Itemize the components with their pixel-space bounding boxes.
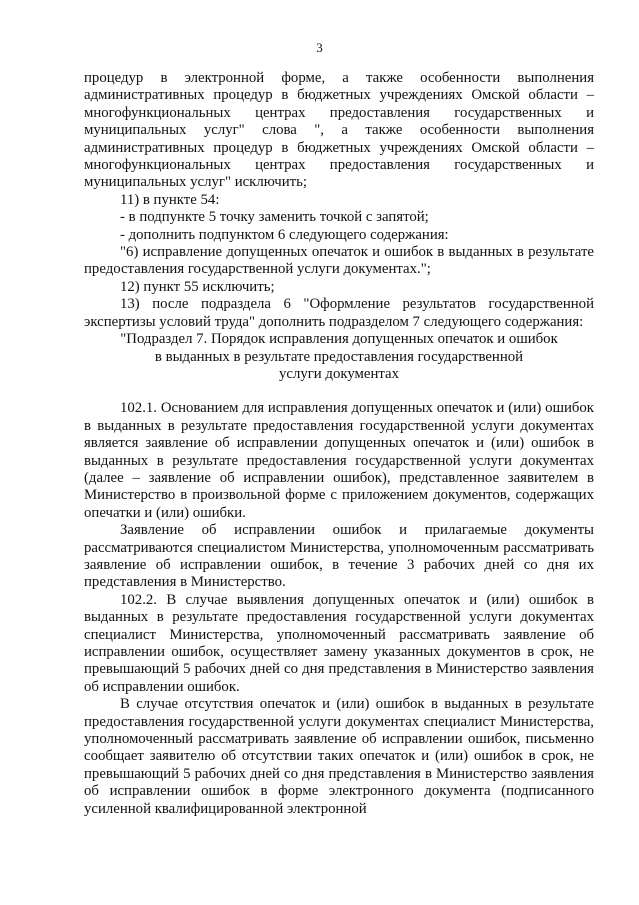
subsection-heading: [84, 331, 594, 383]
page-number: 3: [316, 40, 323, 55]
paragraph: 102.1. Основанием для исправления допущенных опечаток и (или) ошибок в выданных в результате предоставления государственной услуги документах является заявление об исправлении допущенных опечаток и (или) ошибок в выданных в результате предоставления государственной услуги документах (далее – заявление об исправлении ошибок), представленное заявителем в Министерство в произвольной форме с приложением документов, содержащих опечатки и (или) ошибки.: [84, 400, 594, 521]
subsection-heading-line: "Подраздел 7. Порядок исправления допущенных опечаток и ошибок: [120, 331, 558, 348]
subsection-heading-line: услуги документах: [278, 365, 399, 382]
paragraph: - дополнить подпунктом 6 следующего содержания:: [120, 226, 449, 243]
paragraph: 102.2. В случае выявления допущенных опечаток и (или) ошибок в выданных в результате предоставления государственной услуги документах специалист Министерства, уполномоченный рассматривать заявление об исправлении ошибок, осуществляет замену указанных документов в срок, не превышающий 5 рабочих дней со дня представления в Министерство заявления об исправлении ошибок.: [84, 591, 594, 695]
spacer: [84, 383, 594, 400]
paragraph: Заявление об исправлении ошибок и прилагаемые документы рассматриваются специалистом Министерства, уполномоченным рассматривать заявление об исправлении ошибок, в течение 3 рабочих дней со дня их представления в Министерство.: [84, 522, 594, 591]
subsection-heading-line: в выданных в результате предоставления государственной: [154, 348, 524, 365]
paragraph: - в подпункте 5 точку заменить точкой с запятой;: [120, 209, 429, 226]
paragraph: 13) после подраздела 6 "Оформление результатов государственной экспертизы условий труда" дополнить подразделом 7 следующего содержания:: [84, 296, 594, 330]
paragraph: В случае отсутствия опечаток и (или) ошибок в выданных в результате предоставления государственной услуги документах специалист Министерства, уполномоченный рассматривать заявление об исправлении ошибок, письменно сообщает заявителю об отсутствии таких опечаток и (или) ошибок в срок, не превышающий 5 рабочих дней со дня представления в Министерство заявления об исправлении ошибок в форме электронного документа (подписанного усиленной квалифицированной электронной: [84, 696, 594, 817]
paragraph: 11) в пункте 54:: [120, 191, 220, 208]
paragraph: 12) пункт 55 исключить;: [120, 278, 275, 295]
document-body: [84, 70, 594, 818]
paragraph: процедур в электронной форме, а также особенности выполнения административных процедур в бюджетных учреждениях Омской области – многофункциональных центрах предоставления государственных и муниципальных услуг" слова ", а также особенности выполнения административных процедур в бюджетных учреждениях Омской области – многофункциональных центрах предоставления государственных и муниципальных услуг" исключить;: [84, 70, 594, 191]
paragraph: "6) исправление допущенных опечаток и ошибок в выданных в результате предоставления государственной услуги документах.";: [84, 244, 594, 278]
